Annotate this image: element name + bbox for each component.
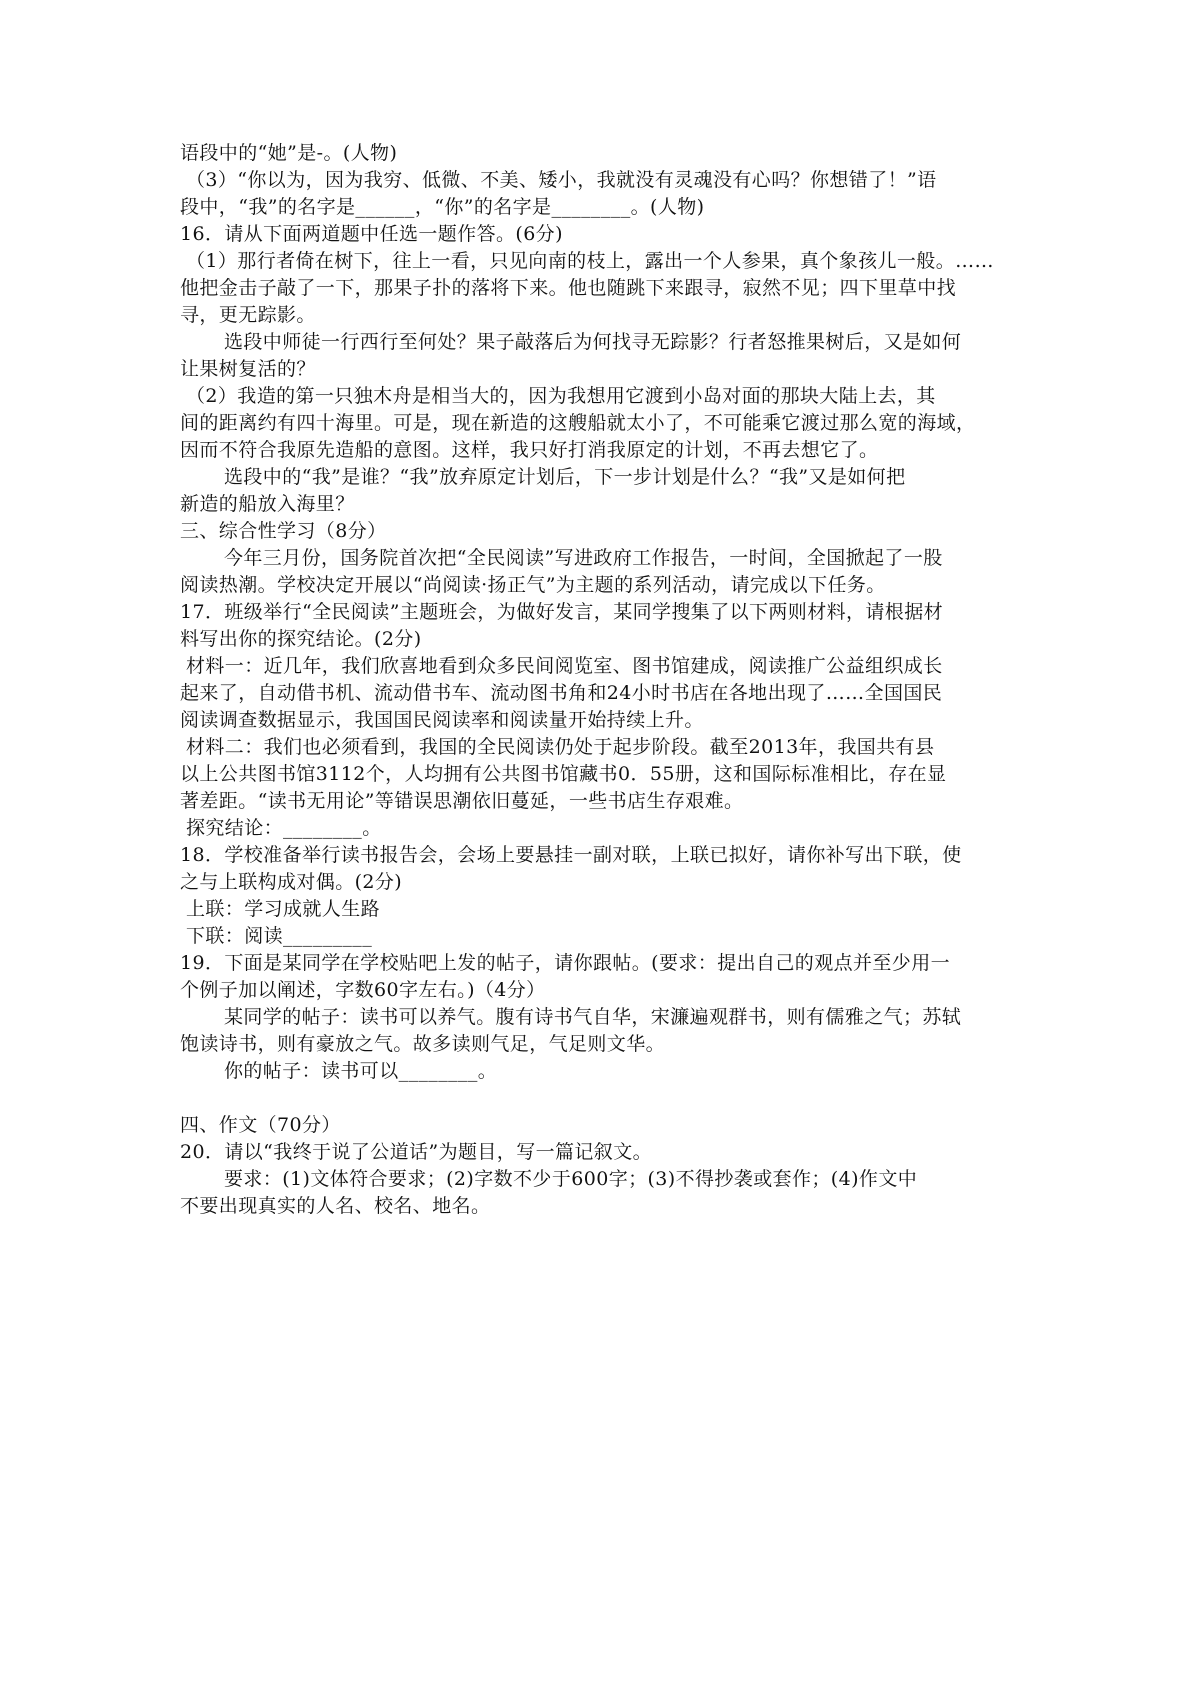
text-line: 材料二：我们也必须看到，我国的全民阅读仍处于起步阶段。截至2013年，我国共有县 [186, 736, 935, 758]
text-line: 下联：阅读_________ [186, 925, 373, 947]
document-body [180, 140, 1032, 1220]
text-line: 某同学的帖子：读书可以养气。腹有诗书气自华，宋濂遍观群书，则有儒雅之气；苏轼 [224, 1006, 962, 1028]
text-line: 寻，更无踪影。 [180, 304, 316, 326]
text-line: 探究结论：________。 [186, 817, 382, 839]
text-line: 起来了，自动借书机、流动借书车、流动图书角和24小时书店在各地出现了……全国国民 [180, 682, 943, 704]
text-line: 料写出你的探究结论。(2分) [180, 628, 422, 650]
text-line: （3）“你以为，因为我穷、低微、不美、矮小，我就没有灵魂没有心吗？你想错了！”语 [186, 169, 937, 191]
text-line: 以上公共图书馆3112个，人均拥有公共图书馆藏书0．55册，这和国际标准相比，存在显 [180, 763, 947, 785]
text-line: 阅读调查数据显示，我国国民阅读率和阅读量开始持续上升。 [180, 709, 704, 731]
text-line: 他把金击子敲了一下，那果子扑的落将下来。他也随跳下来跟寻，寂然不见；四下里草中找 [180, 277, 957, 299]
text-line: 因而不符合我原先造船的意图。这样，我只好打消我原定的计划，不再去想它了。 [180, 439, 879, 461]
text-line: 你的帖子：读书可以________。 [224, 1060, 498, 1082]
text-line: 著差距。“读书无用论”等错误思潮依旧蔓延，一些书店生存艰难。 [180, 790, 744, 812]
text-line: 段中，“我”的名字是______，“你”的名字是________。(人物) [180, 196, 705, 218]
text-line: 上联：学习成就人生路 [186, 898, 381, 920]
text-line: 饱读诗书，则有豪放之气。故多读则气足，气足则文华。 [180, 1033, 666, 1055]
text-line: 16．请从下面两道题中任选一题作答。(6分) [180, 223, 563, 245]
text-line: 不要出现真实的人名、校名、地名。 [180, 1195, 491, 1217]
text-line: 个例子加以阐述，字数60字左右。)（4分） [180, 979, 546, 1001]
text-line: 要求：(1)文体符合要求；(2)字数不少于600字；(3)不得抄袭或套作；(4)作文中 [224, 1168, 918, 1190]
text-line: 阅读热潮。学校决定开展以“尚阅读·扬正气”为主题的系列活动，请完成以下任务。 [180, 574, 886, 596]
blank-line [180, 1085, 1032, 1112]
text-line: 选段中师徒一行西行至何处？果子敲落后为何找寻无踪影？行者怒推果树后，又是如何 [224, 331, 962, 353]
text-line: 让果树复活的？ [180, 358, 316, 380]
text-line: 新造的船放入海里？ [180, 493, 355, 515]
text-line: （2）我造的第一只独木舟是相当大的，因为我想用它渡到小岛对面的那块大陆上去，其 [186, 385, 936, 407]
text-line: 材料一：近几年，我们欣喜地看到众多民间阅览室、图书馆建成，阅读推广公益组织成长 [186, 655, 943, 677]
text-line: 语段中的“她”是-。(人物) [180, 142, 398, 164]
document-page [180, 140, 1032, 1220]
text-line: （1）那行者倚在树下，往上一看，只见向南的枝上，露出一个人参果，真个象孩儿一般。…… [186, 250, 994, 272]
text-line: 今年三月份，国务院首次把“全民阅读”写进政府工作报告，一时间，全国掀起了一股 [224, 547, 943, 569]
text-line: 20．请以“我终于说了公道话”为题目，写一篇记叙文。 [180, 1141, 653, 1163]
text-line: 18．学校准备举行读书报告会，会场上要悬挂一副对联，上联已拟好，请你补写出下联，使 [180, 844, 962, 866]
text-line: 17．班级举行“全民阅读”主题班会，为做好发言，某同学搜集了以下两则材料，请根据材 [180, 601, 944, 623]
text-line: 间的距离约有四十海里。可是，现在新造的这艘船就太小了，不可能乘它渡过那么宽的海域， [180, 412, 976, 434]
text-line: 四、作文（70分） [180, 1114, 341, 1136]
text-line: 选段中的“我”是谁？“我”放弃原定计划后，下一步计划是什么？“我”又是如何把 [224, 466, 906, 488]
text-line: 19．下面是某同学在学校贴吧上发的帖子，请你跟帖。(要求：提出自己的观点并至少用一 [180, 952, 950, 974]
text-line: 三、综合性学习（8分） [180, 520, 387, 542]
text-line: 之与上联构成对偶。(2分) [180, 871, 403, 893]
